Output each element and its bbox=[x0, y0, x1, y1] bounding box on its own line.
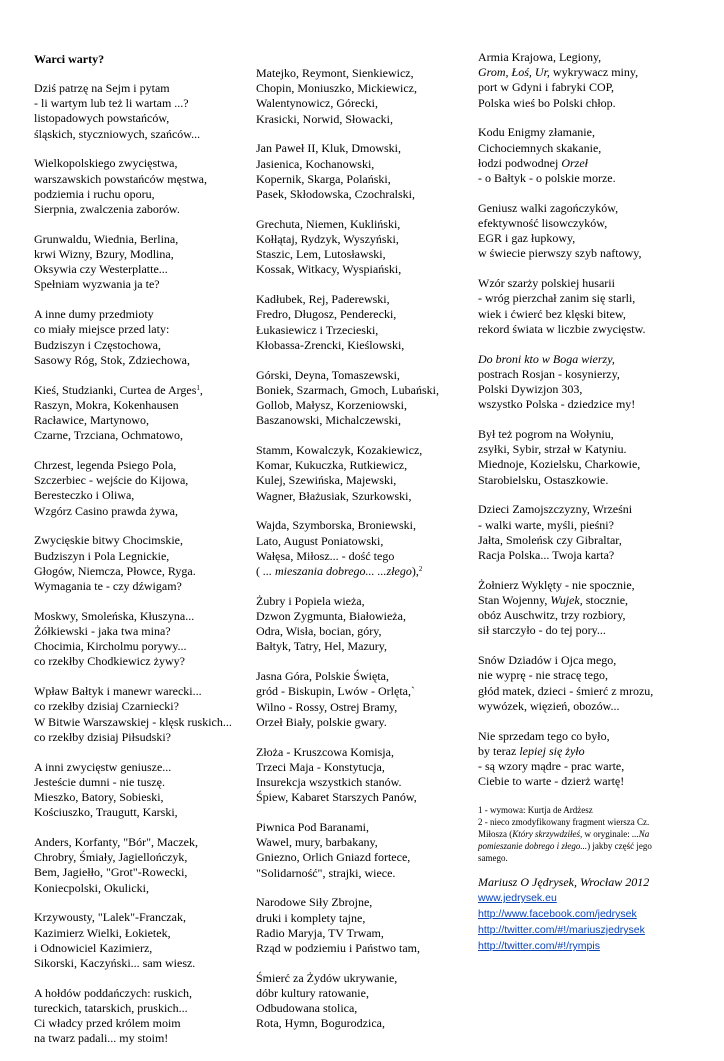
verse-line: Moskwy, Smoleńska, Kłuszyna... bbox=[34, 608, 195, 623]
website-link[interactable]: www.jedrysek.eu bbox=[478, 892, 557, 905]
verse-line: Odbudowana stolica, bbox=[256, 1001, 358, 1016]
verse-line: Kazimierz Wielki, Łokietek, bbox=[34, 925, 171, 940]
verse-line: Wałęsa, Miłosz... - dość tego bbox=[256, 548, 395, 563]
stanza bbox=[34, 383, 244, 444]
stanza bbox=[478, 125, 693, 186]
verse-line: Jan Paweł II, Kluk, Dmowski, bbox=[256, 141, 401, 156]
stanza bbox=[256, 518, 466, 579]
verse-line: Górski, Deyna, Tomaszewski, bbox=[256, 367, 400, 382]
verse-line: Snów Dziadów i Ojca mego, bbox=[478, 653, 617, 668]
stanza bbox=[34, 81, 244, 142]
verse-line: Kołłątaj, Rydzyk, Wyszyński, bbox=[256, 232, 399, 247]
stanza bbox=[478, 276, 693, 337]
verse-line bbox=[478, 156, 693, 171]
verse-line: sił starczyło - do tej pory... bbox=[478, 623, 606, 638]
stanza bbox=[478, 653, 693, 714]
verse-line bbox=[478, 744, 693, 759]
footnote-2-line: samego. bbox=[478, 853, 508, 864]
twitter-link-mariuszjedrysek[interactable]: http://twitter.com/#!/mariuszjedrysek bbox=[478, 924, 645, 937]
verse-line: port w Gdyni i fabryki COP, bbox=[478, 80, 614, 95]
verse-text: stocznie, bbox=[582, 593, 629, 608]
verse-line: Kościuszko, Traugutt, Karski, bbox=[34, 805, 178, 820]
stanza bbox=[256, 971, 466, 1032]
stanza bbox=[34, 684, 244, 745]
verse-line: Zwycięskie bitwy Chocimskie, bbox=[34, 533, 183, 548]
verse-text: Kieś, Studzianki, Curtea de Arges bbox=[34, 382, 197, 397]
verse-line: Oksywia czy Westerplatte... bbox=[34, 262, 168, 277]
stanza bbox=[478, 729, 693, 790]
verse-line: Walentynowicz, Górecki, bbox=[256, 96, 378, 111]
verse-line: listopadowych powstańców, bbox=[34, 111, 170, 126]
stanza bbox=[256, 66, 466, 127]
verse-line: Armia Krajowa, Legiony, bbox=[478, 50, 602, 64]
verse-line: Kłobassa-Zrencki, Kieślowski, bbox=[256, 337, 405, 352]
verse-line: w świecie pierwszy szyb naftowy, bbox=[478, 246, 642, 261]
verse-line: Ciebie to warte - dzierż wartę! bbox=[478, 774, 625, 789]
verse-line: Piwnica Pod Baranami, bbox=[256, 820, 369, 835]
author-signature: Mariusz O Jędrysek, Wrocław 2012 bbox=[478, 875, 650, 890]
verse-line: wiek i ćwierć bez klęski bitew, bbox=[478, 306, 626, 321]
verse-line: Jasienica, Kochanowski, bbox=[256, 156, 375, 171]
verse-line: Trzeci Maja - Konstytucja, bbox=[256, 759, 385, 774]
verse-line: Wawel, mury, barbakany, bbox=[256, 835, 378, 850]
footnote-text-italic: Który skrzywdziłeś, bbox=[512, 829, 583, 840]
verse-line: Kopernik, Skarga, Polański, bbox=[256, 171, 391, 186]
verse-line: Śpiew, Kabaret Starszych Panów, bbox=[256, 790, 417, 805]
footnote-2-line bbox=[478, 828, 693, 840]
verse-line: - li wartym lub też li wartam ...? bbox=[34, 96, 189, 111]
stanza bbox=[256, 141, 466, 202]
verse-line: Fredro, Długosz, Penderecki, bbox=[256, 307, 397, 322]
verse-line bbox=[478, 65, 693, 80]
stanza bbox=[256, 368, 466, 429]
verse-line: Chrzest, legenda Psiego Pola, bbox=[34, 458, 177, 473]
verse-line: Geniusz walki zagończyków, bbox=[478, 200, 619, 215]
verse-line: Polski Dywizjon 303, bbox=[478, 382, 583, 397]
verse-line: Dzieci Zamojszczyzny, Wrześni bbox=[478, 502, 633, 517]
verse-line: Ci władcy przed królem moim bbox=[34, 1016, 181, 1031]
verse-line: Dziś patrzę na Sejm i pytam bbox=[34, 81, 170, 95]
verse-line: Starobielsku, Ostaszkowie. bbox=[478, 472, 609, 487]
verse-line bbox=[478, 593, 693, 608]
verse-line: Bem, Jagiełło, "Grot"-Rowecki, bbox=[34, 865, 188, 880]
verse-line: Żubry i Popiela wieża, bbox=[256, 593, 365, 608]
verse-line: Krzywousty, "Lalek"-Franczak, bbox=[34, 910, 186, 925]
verse-line: Kossak, Witkacy, Wyspiański, bbox=[256, 262, 402, 277]
verse-line: Wzór szarży polskiej husarii bbox=[478, 276, 615, 291]
verse-line: Kieś, Studzianki, Curtea de Arges$^1$, bbox=[34, 382, 203, 397]
verse-line: Beresteczko i Oliwa, bbox=[34, 488, 135, 503]
verse-line: Śmierć za Żydów ukrywanie, bbox=[256, 970, 398, 985]
verse-line: Polska wieś bo Polski chłop. bbox=[478, 95, 616, 110]
stanza bbox=[34, 232, 244, 293]
verse-line: krwi Wizny, Bzury, Modlina, bbox=[34, 247, 174, 262]
verse-text: ( bbox=[256, 564, 263, 579]
stanza bbox=[34, 835, 244, 896]
verse-line: Wagner, Błażusiak, Szurkowski, bbox=[256, 488, 412, 503]
stanza bbox=[34, 760, 244, 821]
footnote-2-line: 2 - nieco zmodyfikowany fragment wiersza Cz. bbox=[478, 817, 650, 828]
verse-line: Czarne, Trzciana, Ochmatowo, bbox=[34, 428, 183, 443]
verse-line: druki i komplety tajne, bbox=[256, 910, 366, 925]
verse-line: Mieszko, Batory, Sobieski, bbox=[34, 790, 164, 805]
verse-line: W Bitwie Warszawskiej - klęsk ruskich... bbox=[34, 714, 232, 729]
verse-line: zsyłki, Sybir, strzał w Katyniu. bbox=[478, 442, 627, 457]
verse-line: Dzwon Zygmunta, Białowieża, bbox=[256, 609, 406, 624]
verse-line: Żółkiewski - jaka twa mina? bbox=[34, 624, 171, 639]
stanza bbox=[256, 895, 466, 956]
verse-line: obóz Auschwitz, trzy rozbiory, bbox=[478, 608, 626, 623]
verse-text: Stan Wojenny, bbox=[478, 593, 551, 608]
verse-line: Budziszyn i Pola Legnickie, bbox=[34, 548, 170, 563]
verse-line: Złoża - Kruszcowa Komisja, bbox=[256, 744, 394, 759]
verse-text: by teraz bbox=[478, 743, 520, 758]
verse-line: Chocimia, Kircholmu porywy... bbox=[34, 639, 187, 654]
verse-line: Kulej, Szewińska, Majewski, bbox=[256, 473, 397, 488]
verse-text-italic: Orzeł bbox=[561, 155, 588, 170]
verse-line: Kadłubek, Rej, Paderewski, bbox=[256, 292, 390, 307]
verse-line: Jałta, Smoleńsk czy Gibraltar, bbox=[478, 532, 622, 547]
footnotes bbox=[478, 804, 693, 864]
verse-line: głód matek, dzieci - śmierć z mrozu, bbox=[478, 683, 654, 698]
footnote-text-italic: ...Na bbox=[632, 829, 650, 840]
verse-line: - są wzory mądre - prac warte, bbox=[478, 759, 625, 774]
stanza bbox=[34, 156, 244, 217]
verse-line: Radio Maryja, TV Trwam, bbox=[256, 925, 384, 940]
verse-line: śląskich, styczniowych, szańców... bbox=[34, 126, 201, 141]
verse-line: rekord świata w liczbie zwycięstw. bbox=[478, 321, 646, 336]
verse-text: wykrywacz miny, bbox=[549, 65, 639, 80]
verse-line: Kodu Enigmy złamanie, bbox=[478, 125, 595, 140]
poem-column-2 bbox=[256, 66, 466, 1046]
verse-line: co rzekłby dzisiaj Czarniecki? bbox=[34, 699, 179, 714]
verse-line: Baszanowski, Michalczewski, bbox=[256, 413, 401, 428]
verse-line: Boniek, Szarmach, Gmoch, Lubański, bbox=[256, 382, 439, 397]
verse-line: Anders, Korfanty, "Bór", Maczek, bbox=[34, 835, 198, 850]
verse-line: Wzgórz Casino prawda żywa, bbox=[34, 503, 178, 518]
verse-line: co rzekłby Chodkiewicz żywy? bbox=[34, 654, 185, 669]
stanza bbox=[34, 986, 244, 1047]
footnote-text: ) jakby część jego bbox=[587, 841, 652, 852]
footnote-text: Miłosza ( bbox=[478, 829, 513, 840]
verse-line: Stamm, Kowalczyk, Kozakiewicz, bbox=[256, 443, 423, 458]
verse-line: Narodowe Siły Zbrojne, bbox=[256, 895, 373, 910]
stanza bbox=[256, 669, 466, 730]
verse-line: Łukasiewicz i Trzecieski, bbox=[256, 322, 379, 337]
stanza bbox=[256, 594, 466, 655]
verse-line: Głogów, Niemcza, Płowce, Ryga. bbox=[34, 563, 196, 578]
verse-text: łodzi podwodnej bbox=[478, 155, 562, 170]
verse-line: na twarz padali... my stoim! bbox=[34, 1031, 169, 1046]
verse-line: i Odnowiciel Kazimierz, bbox=[34, 940, 153, 955]
verse-line: Chrobry, Śmiały, Jagiellończyk, bbox=[34, 850, 188, 865]
poem-column-1 bbox=[34, 52, 244, 1061]
stanza bbox=[34, 533, 244, 594]
verse-line: Raszyn, Mokra, Kokenhausen bbox=[34, 397, 179, 412]
verse-text-italic: lepiej się żyło bbox=[519, 743, 585, 758]
footnote-text: w oryginale: bbox=[582, 829, 633, 840]
stanza bbox=[256, 217, 466, 278]
verse-line: Wilno - Rossy, Ostrej Bramy, bbox=[256, 699, 398, 714]
verse-line: Wymagania te - czy dźwigam? bbox=[34, 579, 182, 594]
verse-line: Staszic, Lem, Lutosławski, bbox=[256, 247, 386, 262]
footnote-2-line bbox=[478, 840, 693, 852]
stanza bbox=[34, 910, 244, 971]
verse-line: Wajda, Szymborska, Broniewski, bbox=[256, 518, 417, 533]
poem-title: Warci warty? bbox=[34, 52, 105, 66]
stanza bbox=[478, 50, 693, 111]
verse-line: postrach Rosjan - kosynierzy, bbox=[478, 366, 620, 381]
verse-line: wszystko Polska - dziedzice my! bbox=[478, 397, 636, 412]
verse-line: - walki warte, myśli, pieśni? bbox=[478, 517, 614, 532]
verse-line: co rzekłby dzisiaj Piłsudski? bbox=[34, 729, 171, 744]
verse-line: Krasicki, Norwid, Słowacki, bbox=[256, 111, 393, 126]
verse-line: Chopin, Moniuszko, Mickiewicz, bbox=[256, 81, 417, 96]
verse-line: Był też pogrom na Wołyniu, bbox=[478, 427, 614, 442]
twitter-link-rympis[interactable]: http://twitter.com/#!/rympis bbox=[478, 940, 600, 953]
stanza bbox=[34, 458, 244, 519]
verse-line: Miednoje, Kozielsku, Charkowie, bbox=[478, 457, 641, 472]
stanza bbox=[478, 352, 693, 413]
verse-text-italic: Grom, Łoś, Ur, bbox=[478, 65, 550, 80]
verse-line: tureckich, tatarskich, pruskich... bbox=[34, 1001, 188, 1016]
verse-line: Szczerbiec - wejście do Kijowa, bbox=[34, 473, 189, 488]
verse-line: - wróg pierzchał zanim się starli, bbox=[478, 291, 636, 306]
verse-text: ), bbox=[411, 564, 419, 579]
stanza bbox=[256, 820, 466, 881]
verse-line: Sierpnia, zwalczenia zaborów. bbox=[34, 202, 180, 217]
verse-line: Koniecpolski, Okulicki, bbox=[34, 880, 149, 895]
verse-line: Grunwaldu, Wiednia, Berlina, bbox=[34, 231, 179, 246]
verse-line: Rota, Hymn, Bogurodzica, bbox=[256, 1016, 385, 1031]
verse-line: Sikorski, Kaczyński... sam wiesz. bbox=[34, 956, 196, 971]
verse-line: podziemia i ruchu oporu, bbox=[34, 186, 155, 201]
verse-line: Lato, August Poniatowski, bbox=[256, 533, 384, 548]
verse-line: Odra, Wisła, bocian, góry, bbox=[256, 624, 382, 639]
verse-line: warszawskich powstańców męstwa, bbox=[34, 171, 207, 186]
footnote-ref-2: 2 bbox=[418, 565, 423, 574]
verse-line: Insurekcja wszystkich stanów. bbox=[256, 775, 402, 790]
footnote-ref-1: 1 bbox=[196, 383, 200, 392]
stanza bbox=[256, 443, 466, 504]
stanza bbox=[478, 201, 693, 262]
verse-line: A inni zwycięstw geniusze... bbox=[34, 759, 172, 774]
stanza bbox=[478, 502, 693, 563]
verse-line: "Solidarność", strajki, wiece. bbox=[256, 865, 396, 880]
poem-column-3 bbox=[478, 50, 693, 954]
verse-line: nie wyprę - nie stracę tego, bbox=[478, 668, 608, 683]
verse-line: Sasowy Róg, Stok, Zdziechowa, bbox=[34, 352, 190, 367]
verse-line: Komar, Kukuczka, Rutkiewicz, bbox=[256, 458, 408, 473]
verse-line bbox=[256, 564, 466, 579]
verse-line: Grechuta, Niemen, Kukliński, bbox=[256, 216, 401, 231]
verse-line: Pasek, Skłodowska, Czochralski, bbox=[256, 187, 415, 202]
stanza bbox=[478, 427, 693, 488]
stanza bbox=[478, 578, 693, 639]
verse-line: dóbr kultury ratowanie, bbox=[256, 986, 369, 1001]
verse-line: Wielkopolskiego zwycięstwa, bbox=[34, 156, 178, 171]
verse-line: Żołnierz Wyklęty - nie spocznie, bbox=[478, 577, 635, 592]
verse-line: EGR i gaz łupkowy, bbox=[478, 231, 576, 246]
stanza bbox=[34, 307, 244, 368]
verse-line: Gniezno, Orlich Gniazd fortece, bbox=[256, 850, 411, 865]
verse-line: Jasna Góra, Polskie Święta, bbox=[256, 669, 389, 684]
verse-line: Rząd w podziemiu i Państwo tam, bbox=[256, 941, 420, 956]
verse-line: Racławice, Martynowo, bbox=[34, 413, 149, 428]
verse-line: Bałtyk, Tatry, Hel, Mazury, bbox=[256, 639, 388, 654]
stanza bbox=[256, 292, 466, 353]
verse-text-italic: ... mieszania dobrego... ...złego bbox=[263, 564, 412, 579]
verse-line: Orzeł Biały, polskie gwary. bbox=[256, 714, 387, 729]
verse-line: A inne dumy przedmioty bbox=[34, 307, 154, 322]
verse-line: Nie sprzedam tego co było, bbox=[478, 728, 610, 743]
verse-line: Gollob, Małysz, Korzeniowski, bbox=[256, 398, 407, 413]
verse-line: - o Bałtyk - o polskie morze. bbox=[478, 171, 616, 186]
verse-line: Matejko, Reymont, Sienkiewicz, bbox=[256, 66, 414, 80]
stanza bbox=[34, 609, 244, 670]
verse-line: Do broni kto w Boga wierzy, bbox=[478, 351, 615, 366]
verse-line: Wpław Bałtyk i manewr warecki... bbox=[34, 684, 202, 699]
verse-text-italic: Wujek, bbox=[550, 593, 583, 608]
verse-line: gród - Biskupin, Lwów - Orlęta,` bbox=[256, 684, 415, 699]
stanza bbox=[256, 745, 466, 806]
verse-line: efektywność lisowczyków, bbox=[478, 216, 608, 231]
verse-line: Jesteście dumni - nie tuszę. bbox=[34, 774, 165, 789]
verse-line: Cichociemnych skakanie, bbox=[478, 140, 602, 155]
footnote-1: 1 - wymowa: Kurtja de Ardżesz bbox=[478, 805, 593, 816]
verse-line: A hołdów poddańczych: ruskich, bbox=[34, 985, 192, 1000]
verse-line: co miały miejsce przed laty: bbox=[34, 322, 170, 337]
footnote-text-italic: pomieszanie dobrego i złego... bbox=[478, 841, 588, 852]
verse-line: Spełniam wyzwania ja te? bbox=[34, 277, 160, 292]
verse-line: Racja Polska... Twoja karta? bbox=[478, 548, 615, 563]
facebook-link[interactable]: http://www.facebook.com/jedrysek bbox=[478, 908, 637, 921]
verse-line: Budziszyn i Częstochowa, bbox=[34, 337, 161, 352]
verse-line: wywózek, więzień, obozów... bbox=[478, 698, 620, 713]
